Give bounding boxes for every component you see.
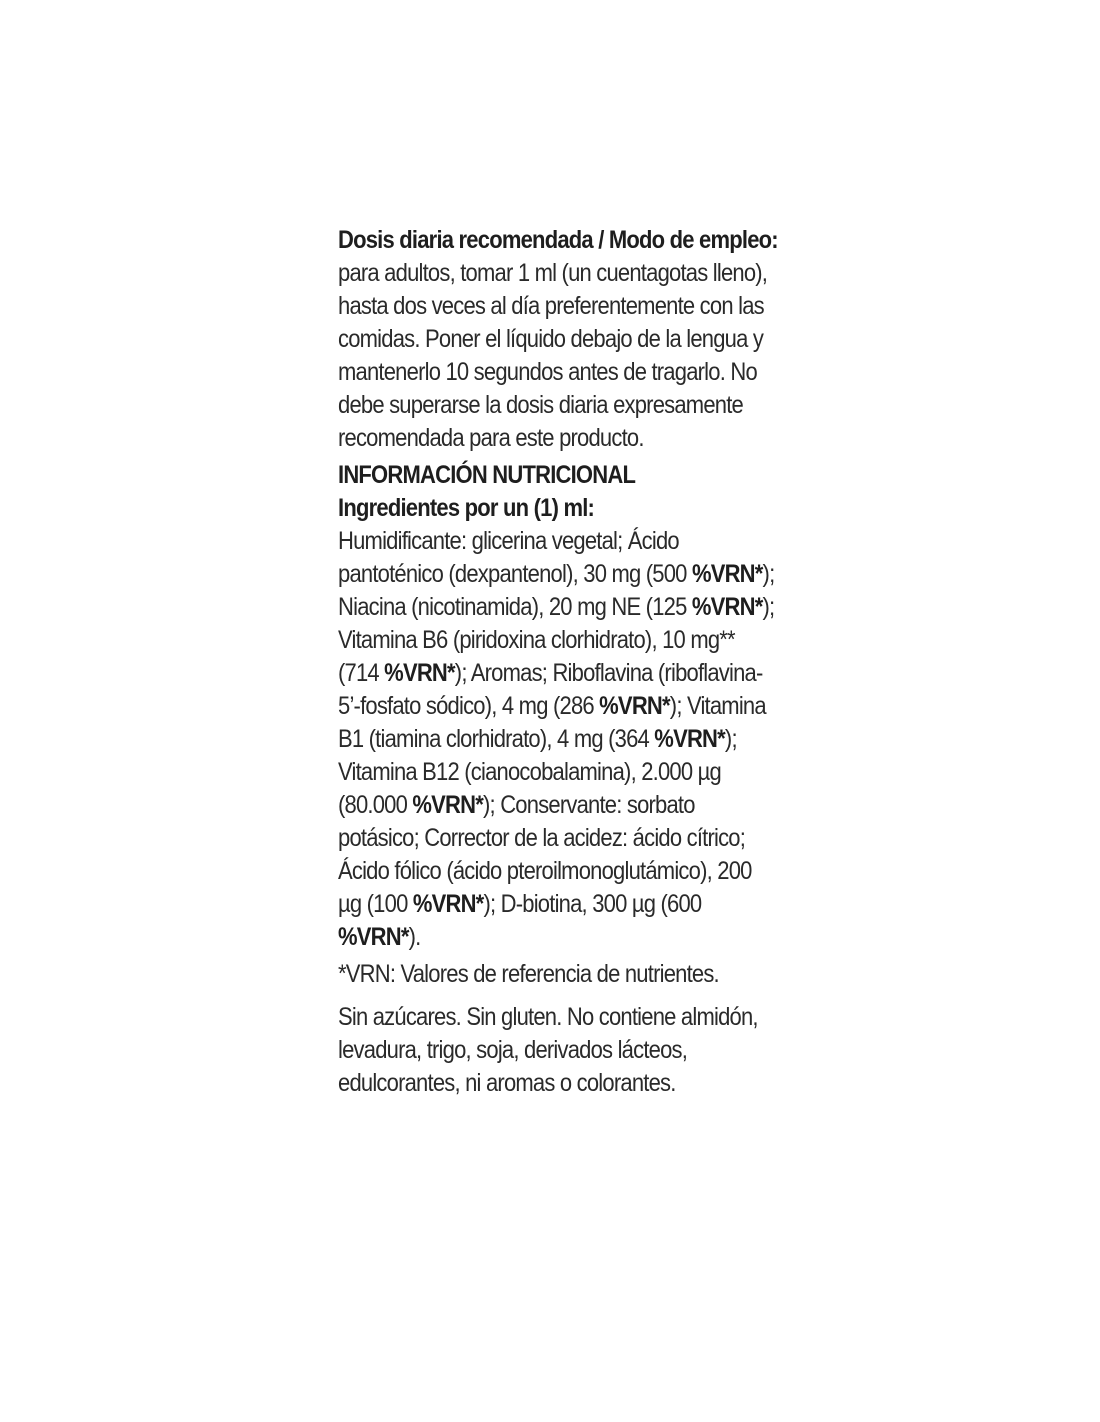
ingredients-list: [338, 525, 778, 954]
ingredients-text: ); Vitamina B1 (tiamina clorhidrato), 4 mg (364: [338, 692, 766, 753]
vrn-marker: %VRN*: [338, 923, 409, 951]
dosage-paragraph: [338, 224, 778, 455]
ingredients-text: ); D-biotina, 300 µg (600: [483, 890, 702, 918]
ingredients-text: ); Aromas; Riboflavina (riboflavina-5’-fosfato sódico), 4 mg (286: [338, 659, 763, 720]
vrn-marker: %VRN*: [691, 593, 763, 621]
vrn-marker: %VRN*: [691, 560, 763, 588]
dosage-heading: Dosis diaria recomendada / Modo de empleo:: [338, 226, 778, 254]
vrn-marker: %VRN*: [412, 791, 484, 819]
ingredients-text: ); Vitamina B12 (cianocobalamina), 2.000 µg (80.000: [338, 725, 737, 819]
product-label-text: [338, 224, 778, 1100]
ingredients-text: Humidificante: glicerina vegetal; Ácido pantoténico (dexpantenol), 30 mg (500: [338, 527, 692, 588]
vrn-footnote: *VRN: Valores de referencia de nutrientes.: [338, 960, 719, 988]
nutrition-heading: INFORMACIÓN NUTRICIONAL: [338, 461, 636, 489]
ingredients-text: ); Conservante: sorbato potásico; Corrector de la acidez: ácido cítrico; Ácido fólico (ácido pteroilmonoglutámico), 200 µg (100: [338, 791, 752, 918]
vrn-marker: %VRN*: [654, 725, 725, 753]
vrn-marker: %VRN*: [412, 890, 484, 918]
vrn-marker: %VRN*: [599, 692, 670, 720]
ingredients-subheading: Ingredientes por un (1) ml:: [338, 494, 595, 522]
ingredients-text: ).: [408, 923, 421, 951]
ingredients-text: ); Niacina (nicotinamida), 20 mg NE (125: [338, 560, 775, 621]
ingredients-text: ); Vitamina B6 (piridoxina clorhidrato), 10 mg** (714: [338, 593, 775, 687]
vrn-marker: %VRN*: [384, 659, 455, 687]
dosage-text: para adultos, tomar 1 ml (un cuentagotas lleno), hasta dos veces al día preferentemente con las comidas. Poner el líquido debajo de la lengua y mantenerlo 10 segundos antes de tragarlo. No debe superarse la dosis diaria expresamente recomendada para este producto.: [338, 259, 768, 452]
free-from-statement: Sin azúcares. Sin gluten. No contiene almidón, levadura, trigo, soja, derivados lácteos, edulcorantes, ni aromas o colorantes.: [338, 1003, 758, 1097]
